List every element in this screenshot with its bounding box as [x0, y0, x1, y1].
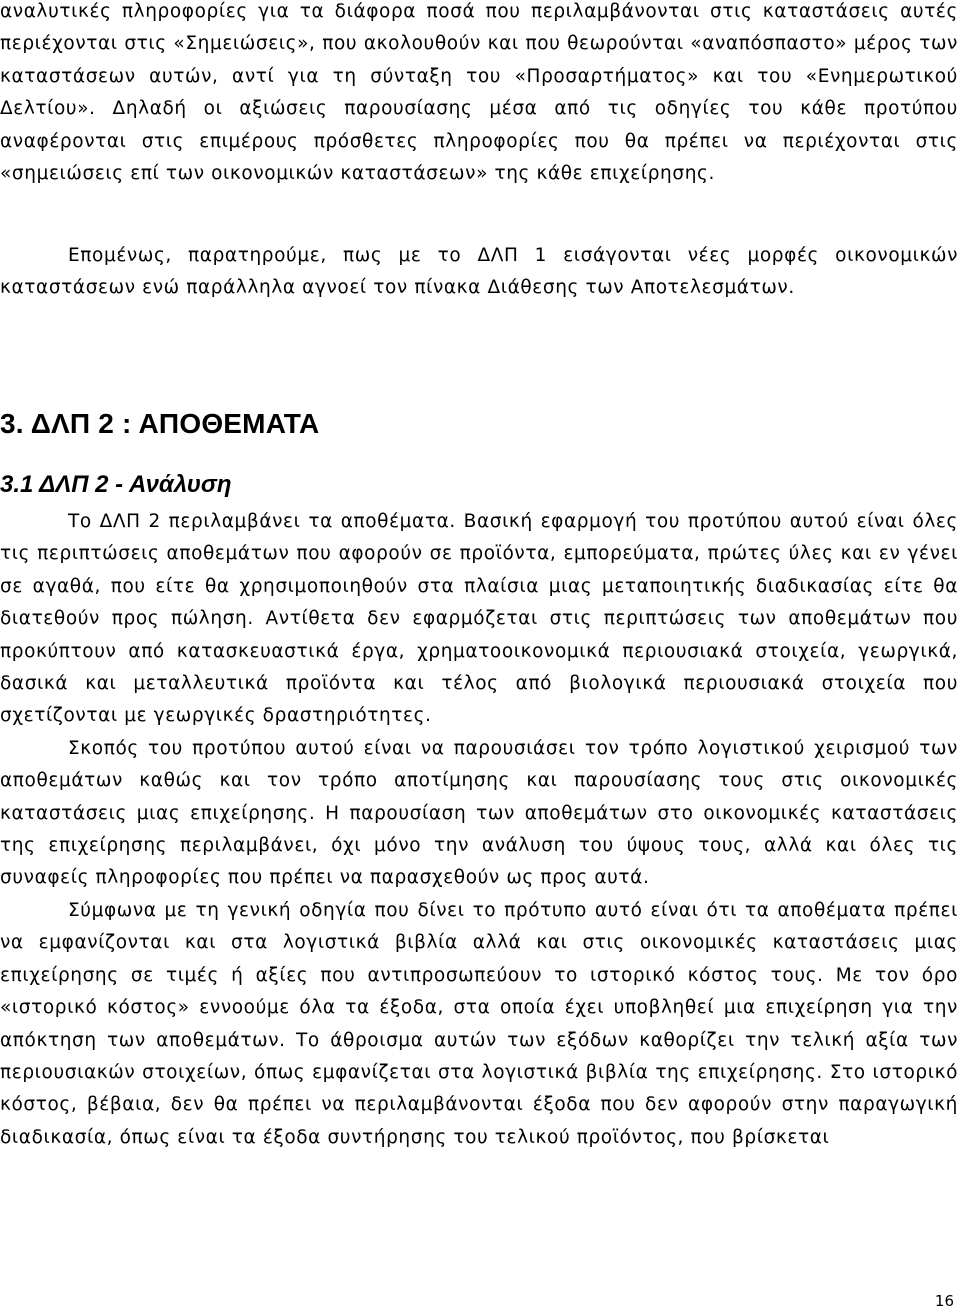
paragraph-directive: Σύμφωνα με τη γενική οδηγία που δίνει το πρότυπο αυτό είναι ότι τα αποθέματα πρέπει να εμφανίζονται και στα λογιστικά βιβλία αλλά και στις οικονομικές καταστάσεις μιας επιχείρησης σε τιμές ή αξίες που αντιπροσωπεύουν το ιστορικό κόστος τους. Με τον όρο «ιστορικό κόστος» εννοούμε όλα τα έξοδα, στα οποία έχει υποβληθεί μια επιχείρηση για την απόκτηση των αποθεμάτων. Το άθροισμα αυτών των εξόδων καθορίζει την τελική αξία των περιουσιακών στοιχείων, όπως εμφανίζεται στα λογιστικά βιβλία της επιχείρησης. Στο ιστορικό κόστος, βέβαια, δεν θα πρέπει να περιλαμβάνονται έξοδα που δεν αφορούν στην παραγωγική διαδικασία, όπως είναι τα έξοδα συντήρησης του τελικού προϊόντος, που βρίσκεται	[0, 899, 958, 1148]
top-text-block	[0, 0, 958, 190]
paragraph-intro: αναλυτικές πληροφορίες για τα διάφορα ποσά που περιλαμβάνονται στις καταστάσεις αυτές περιέχονται στις «Σημειώσεις», που ακολουθούν και που θεωρούνται «αναπόσπαστο» μέρος των καταστάσεων αυτών, αντί για τη σύνταξη του «Προσαρτήματος» και του «Ενημερωτικού Δελτίου». Δηλαδή οι αξιώσεις παρουσίασης μέσα από τις οδηγίες του κάθε προτύπου αναφέρονται στις επιμέρους πρόσθετες πληροφορίες που θα πρέπει να περιέχονται στις «σημειώσεις επί των οικονομικών καταστάσεων» της κάθε επιχείρησης.	[0, 1, 958, 185]
section-heading: 3. ΔΛΠ 2 : ΑΠΟΘΕΜΑΤΑ	[0, 408, 320, 439]
paragraph-purpose: Σκοπός του προτύπου αυτού είναι να παρουσιάσει τον τρόπο λογιστικού χειρισμού των αποθεμάτων καθώς και τον τρόπο αποτίμησης και παρουσίασης τους στις οικονομικές καταστάσεις μιας επιχείρησης. Η παρουσίαση των αποθεμάτων στο οικονομικές καταστάσεις της επιχείρησης περιλαμβάνει, όχι μόνο την ανάλυση του ύψους τους, αλλά και όλες τις συναφείς πληροφορίες που πρέπει να παρασχεθούν ως προς αυτά.	[0, 737, 958, 889]
subsection-heading: 3.1 ΔΛΠ 2 - Ανάλυση	[0, 471, 232, 498]
paragraph-conclusion: Επομένως, παρατηρούμε, πως με το ΔΛΠ 1 εισάγονται νέες μορφές οικονομικών καταστάσεων ενώ παράλληλα αγνοεί τον πίνακα Διάθεσης των Αποτελεσμάτων.	[0, 245, 958, 299]
paragraph-scope: Το ΔΛΠ 2 περιλαμβάνει τα αποθέματα. Βασική εφαρμογή του προτύπου αυτού είναι όλες τις περιπτώσεις αποθεμάτων που αφορούν σε προϊόντα, εμπορεύματα, πρώτες ύλες και εν γένει σε αγαθά, που είτε θα χρησιμοποιηθούν στα πλαίσια μιας μεταποιητικής διαδικασίας είτε θα διατεθούν προς πώληση. Αντίθετα δεν εφαρμόζεται στις περιπτώσεις των αποθεμάτων που προκύπτουν από κατασκευαστικά έργα, χρηματοοικονομικά περιουσιακά στοιχεία, γεωργικά, δασικά και μεταλλευτικά προϊόντα και τέλος από βιολογικά περιουσιακά στοιχεία που σχετίζονται με γεωργικές δραστηριότητες.	[0, 511, 958, 727]
conclusion-text-block	[0, 240, 958, 305]
main-text-block	[0, 506, 958, 1154]
page-number: 16	[934, 1292, 954, 1310]
